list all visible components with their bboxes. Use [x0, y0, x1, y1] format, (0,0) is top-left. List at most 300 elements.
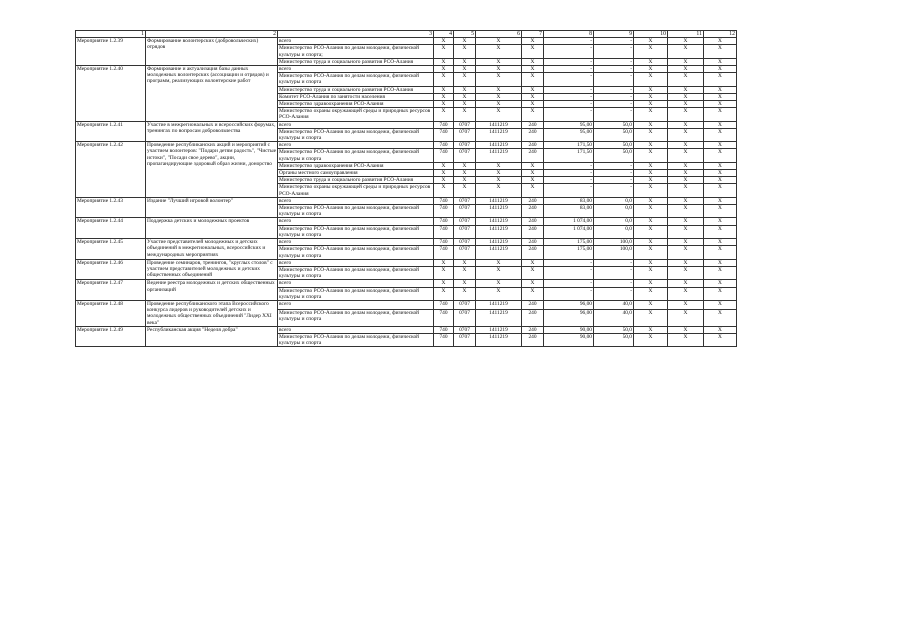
- code-cell: Х: [454, 73, 476, 86]
- code-cell: 1411219: [476, 197, 522, 204]
- code-cell: Х: [522, 66, 544, 73]
- amount-cell: -: [594, 45, 634, 58]
- executor-cell: Министерство РСО-Алания по делам молодежи, физической культуры и спорта;: [278, 45, 434, 58]
- measure-name: Поддержка детских и молодежных проектов: [146, 218, 278, 239]
- code-cell: Х: [704, 108, 737, 121]
- table-row: [76, 280, 737, 287]
- code-cell: Х: [668, 45, 704, 58]
- executor-cell: всего: [278, 259, 434, 266]
- code-cell: Х: [634, 121, 668, 128]
- code-cell: Х: [634, 197, 668, 204]
- code-cell: Х: [434, 184, 454, 197]
- code-cell: 1411219: [476, 142, 522, 149]
- table-row: [76, 218, 737, 225]
- code-cell: Х: [668, 121, 704, 128]
- amount-cell: 171,50: [544, 142, 594, 149]
- code-cell: Х: [634, 333, 668, 346]
- table-row: [76, 142, 737, 149]
- code-cell: Х: [668, 108, 704, 121]
- code-cell: 240: [522, 218, 544, 225]
- code-cell: Х: [522, 101, 544, 108]
- code-cell: Х: [476, 177, 522, 184]
- code-cell: Х: [704, 86, 737, 93]
- code-cell: Х: [634, 93, 668, 100]
- executor-cell: всего: [278, 239, 434, 246]
- code-cell: Х: [434, 287, 454, 300]
- amount-cell: -: [544, 108, 594, 121]
- measure-name: Издание "Лучший игровой волонтер": [146, 197, 278, 218]
- measure-id: Мероприятие 1.2.47: [76, 280, 146, 301]
- code-cell: Х: [704, 280, 737, 287]
- executor-cell: Министерство охраны окружающей среды и природных ресурсов РСО-Алания: [278, 108, 434, 121]
- executor-cell: Комитет РСО-Алания по занятости населения: [278, 93, 434, 100]
- code-cell: Х: [634, 108, 668, 121]
- amount-cell: -: [544, 58, 594, 65]
- code-cell: Х: [704, 333, 737, 346]
- executor-cell: Министерство труда и социального развития РСО-Алания: [278, 86, 434, 93]
- code-cell: 740: [434, 309, 454, 326]
- executor-cell: Министерство РСО-Алания по делам молодежи, физической культуры и спорта: [278, 205, 434, 218]
- code-cell: Х: [704, 309, 737, 326]
- amount-cell: -: [544, 66, 594, 73]
- code-cell: Х: [668, 197, 704, 204]
- amount-cell: 0,0: [594, 225, 634, 238]
- code-cell: Х: [522, 287, 544, 300]
- code-cell: Х: [704, 73, 737, 86]
- code-cell: Х: [634, 205, 668, 218]
- code-cell: Х: [454, 266, 476, 279]
- code-cell: Х: [522, 58, 544, 65]
- code-cell: Х: [634, 177, 668, 184]
- code-cell: 740: [434, 300, 454, 309]
- code-cell: Х: [476, 45, 522, 58]
- code-cell: Х: [434, 66, 454, 73]
- code-cell: Х: [704, 58, 737, 65]
- code-cell: Х: [668, 218, 704, 225]
- code-cell: 0707: [454, 149, 476, 162]
- code-cell: 740: [434, 128, 454, 141]
- executor-cell: Министерство здравоохранения РСО-Алания: [278, 162, 434, 169]
- executor-cell: всего: [278, 300, 434, 309]
- code-cell: Х: [476, 38, 522, 45]
- code-cell: Х: [434, 101, 454, 108]
- amount-cell: 95,00: [544, 128, 594, 141]
- amount-cell: 0,0: [594, 197, 634, 204]
- code-cell: 240: [522, 326, 544, 333]
- amount-cell: -: [544, 38, 594, 45]
- amount-cell: -: [594, 73, 634, 86]
- amount-cell: 0,0: [594, 218, 634, 225]
- measure-id: Мероприятие 1.2.49: [76, 326, 146, 347]
- column-number: 4: [434, 31, 454, 38]
- amount-cell: 96,00: [544, 300, 594, 309]
- code-cell: Х: [522, 108, 544, 121]
- code-cell: Х: [668, 177, 704, 184]
- column-number: 6: [476, 31, 522, 38]
- code-cell: Х: [522, 73, 544, 86]
- code-cell: Х: [454, 177, 476, 184]
- code-cell: Х: [634, 225, 668, 238]
- column-number: 9: [594, 31, 634, 38]
- measure-id: Мероприятие 1.2.42: [76, 142, 146, 198]
- code-cell: Х: [668, 66, 704, 73]
- code-cell: 240: [522, 121, 544, 128]
- code-cell: Х: [522, 170, 544, 177]
- code-cell: 240: [522, 246, 544, 259]
- measure-name: Проведение семинаров, тренингов, "круглых столов" с участием представителей молодежных и детских общественных объединений: [146, 259, 278, 280]
- code-cell: 0707: [454, 128, 476, 141]
- amount-cell: 0,0: [594, 205, 634, 218]
- code-cell: 1411219: [476, 225, 522, 238]
- table-row: [76, 121, 737, 128]
- amount-cell: -: [544, 184, 594, 197]
- code-cell: Х: [704, 225, 737, 238]
- code-cell: 0707: [454, 218, 476, 225]
- amount-cell: -: [544, 287, 594, 300]
- code-cell: 240: [522, 309, 544, 326]
- code-cell: Х: [454, 93, 476, 100]
- amount-cell: 90,00: [544, 326, 594, 333]
- code-cell: Х: [522, 266, 544, 279]
- code-cell: Х: [704, 142, 737, 149]
- code-cell: 0707: [454, 205, 476, 218]
- column-number: 12: [704, 31, 737, 38]
- amount-cell: 83,00: [544, 197, 594, 204]
- column-number: 2: [146, 31, 278, 38]
- code-cell: Х: [454, 58, 476, 65]
- amount-cell: -: [544, 86, 594, 93]
- code-cell: 0707: [454, 333, 476, 346]
- code-cell: Х: [476, 259, 522, 266]
- column-number: 11: [668, 31, 704, 38]
- executor-cell: всего: [278, 38, 434, 45]
- measure-id: Мероприятие 1.2.45: [76, 239, 146, 260]
- code-cell: Х: [434, 266, 454, 279]
- code-cell: Х: [668, 287, 704, 300]
- code-cell: Х: [476, 93, 522, 100]
- code-cell: Х: [668, 38, 704, 45]
- code-cell: Х: [634, 128, 668, 141]
- code-cell: Х: [668, 142, 704, 149]
- code-cell: Х: [634, 246, 668, 259]
- code-cell: 740: [434, 239, 454, 246]
- code-cell: Х: [476, 101, 522, 108]
- amount-cell: -: [544, 259, 594, 266]
- code-cell: Х: [634, 162, 668, 169]
- code-cell: Х: [634, 170, 668, 177]
- code-cell: Х: [668, 259, 704, 266]
- executor-cell: всего: [278, 121, 434, 128]
- measure-name: Ведение реестра молодежных и детских общественных организаций: [146, 280, 278, 301]
- code-cell: Х: [704, 177, 737, 184]
- amount-cell: -: [544, 266, 594, 279]
- code-cell: Х: [454, 108, 476, 121]
- executor-cell: Министерство труда и социального развития РСО-Алания: [278, 177, 434, 184]
- code-cell: Х: [454, 45, 476, 58]
- code-cell: Х: [634, 149, 668, 162]
- code-cell: Х: [668, 184, 704, 197]
- amount-cell: -: [594, 66, 634, 73]
- code-cell: Х: [434, 86, 454, 93]
- code-cell: Х: [522, 184, 544, 197]
- code-cell: Х: [434, 38, 454, 45]
- measure-id: Мероприятие 1.2.44: [76, 218, 146, 239]
- column-number: 8: [544, 31, 594, 38]
- code-cell: Х: [454, 259, 476, 266]
- code-cell: 240: [522, 128, 544, 141]
- code-cell: Х: [704, 184, 737, 197]
- code-cell: 740: [434, 333, 454, 346]
- amount-cell: -: [544, 73, 594, 86]
- code-cell: Х: [476, 184, 522, 197]
- measure-name: Республиканская акция "Неделя добра": [146, 326, 278, 347]
- code-cell: Х: [476, 108, 522, 121]
- amount-cell: -: [594, 162, 634, 169]
- measure-id: Мероприятие 1.2.43: [76, 197, 146, 218]
- executor-cell: Министерство РСО-Алания по делам молодежи, физической культуры и спорта: [278, 128, 434, 141]
- amount-cell: 50,0: [594, 121, 634, 128]
- column-number: 1: [76, 31, 146, 38]
- amount-cell: -: [594, 280, 634, 287]
- code-cell: 240: [522, 239, 544, 246]
- code-cell: 1411219: [476, 218, 522, 225]
- code-cell: Х: [668, 58, 704, 65]
- code-cell: Х: [522, 93, 544, 100]
- amount-cell: 50,0: [594, 128, 634, 141]
- code-cell: Х: [634, 38, 668, 45]
- measure-name: Формирование волонтерских (добровольческих) отрядов: [146, 38, 278, 66]
- code-cell: 0707: [454, 197, 476, 204]
- code-cell: Х: [434, 93, 454, 100]
- code-cell: Х: [704, 170, 737, 177]
- code-cell: Х: [634, 287, 668, 300]
- table-row: [76, 38, 737, 45]
- code-cell: Х: [634, 73, 668, 86]
- column-number: 3: [278, 31, 434, 38]
- amount-cell: -: [594, 259, 634, 266]
- code-cell: Х: [704, 287, 737, 300]
- code-cell: 240: [522, 333, 544, 346]
- budget-table-sheet: [75, 30, 737, 347]
- amount-cell: 1 074,00: [544, 225, 594, 238]
- code-cell: Х: [704, 218, 737, 225]
- code-cell: Х: [522, 86, 544, 93]
- code-cell: 0707: [454, 246, 476, 259]
- code-cell: Х: [454, 280, 476, 287]
- code-cell: Х: [668, 162, 704, 169]
- code-cell: Х: [668, 86, 704, 93]
- code-cell: Х: [668, 225, 704, 238]
- code-cell: Х: [634, 259, 668, 266]
- executor-cell: всего: [278, 66, 434, 73]
- code-cell: Х: [634, 280, 668, 287]
- code-cell: 740: [434, 149, 454, 162]
- code-cell: Х: [668, 280, 704, 287]
- code-cell: 0707: [454, 300, 476, 309]
- executor-cell: Министерство здравоохранения РСО-Алания: [278, 101, 434, 108]
- amount-cell: -: [544, 170, 594, 177]
- amount-cell: -: [594, 108, 634, 121]
- amount-cell: 83,00: [544, 205, 594, 218]
- amount-cell: 40,0: [594, 300, 634, 309]
- code-cell: Х: [704, 101, 737, 108]
- code-cell: Х: [668, 170, 704, 177]
- code-cell: Х: [476, 86, 522, 93]
- code-cell: Х: [704, 205, 737, 218]
- column-number: 7: [522, 31, 544, 38]
- code-cell: Х: [668, 326, 704, 333]
- budget-table: [75, 30, 737, 347]
- column-number: 10: [634, 31, 668, 38]
- code-cell: 1411219: [476, 246, 522, 259]
- code-cell: Х: [476, 66, 522, 73]
- code-cell: Х: [434, 73, 454, 86]
- code-cell: 1411219: [476, 149, 522, 162]
- code-cell: Х: [522, 162, 544, 169]
- code-cell: Х: [522, 280, 544, 287]
- executor-cell: Министерство РСО-Алания по делам молодежи, физической культуры и спорта: [278, 309, 434, 326]
- code-cell: Х: [454, 162, 476, 169]
- code-cell: Х: [434, 259, 454, 266]
- code-cell: 1411219: [476, 121, 522, 128]
- executor-cell: Министерство охраны окружающей среды и природных ресурсов РСО-Алания: [278, 184, 434, 197]
- amount-cell: -: [544, 162, 594, 169]
- code-cell: Х: [668, 266, 704, 279]
- table-row: [76, 66, 737, 73]
- executor-cell: Министерство РСО-Алания по делам молодежи, физической культуры и спорта: [278, 266, 434, 279]
- code-cell: Х: [668, 300, 704, 309]
- amount-cell: -: [544, 101, 594, 108]
- amount-cell: 95,00: [544, 121, 594, 128]
- code-cell: Х: [454, 170, 476, 177]
- code-cell: 240: [522, 197, 544, 204]
- code-cell: Х: [704, 259, 737, 266]
- code-cell: 740: [434, 218, 454, 225]
- code-cell: Х: [476, 287, 522, 300]
- code-cell: Х: [454, 66, 476, 73]
- code-cell: 1411219: [476, 128, 522, 141]
- measure-id: Мероприятие 1.2.40: [76, 66, 146, 122]
- amount-cell: -: [594, 184, 634, 197]
- amount-cell: 50,0: [594, 333, 634, 346]
- code-cell: Х: [668, 246, 704, 259]
- measure-id: Мероприятие 1.2.41: [76, 121, 146, 142]
- code-cell: Х: [704, 93, 737, 100]
- amount-cell: -: [544, 93, 594, 100]
- column-number: 5: [454, 31, 476, 38]
- code-cell: Х: [704, 197, 737, 204]
- executor-cell: Органы местного самоуправления: [278, 170, 434, 177]
- code-cell: Х: [704, 128, 737, 141]
- code-cell: Х: [634, 86, 668, 93]
- code-cell: Х: [668, 205, 704, 218]
- amount-cell: 171,50: [544, 149, 594, 162]
- code-cell: 240: [522, 225, 544, 238]
- code-cell: 740: [434, 225, 454, 238]
- code-cell: Х: [634, 184, 668, 197]
- code-cell: 740: [434, 121, 454, 128]
- code-cell: 740: [434, 197, 454, 204]
- amount-cell: 50,0: [594, 326, 634, 333]
- code-cell: Х: [454, 184, 476, 197]
- code-cell: 740: [434, 326, 454, 333]
- code-cell: 1411219: [476, 326, 522, 333]
- code-cell: Х: [522, 259, 544, 266]
- code-cell: Х: [634, 326, 668, 333]
- code-cell: Х: [668, 73, 704, 86]
- code-cell: Х: [668, 239, 704, 246]
- code-cell: 1411219: [476, 333, 522, 346]
- amount-cell: 175,00: [544, 246, 594, 259]
- measure-name: Проведение республиканского этапа Всероссийского конкурса лидеров и руководителей детских и молодежных общественных объединений "Лидер XXI века": [146, 300, 278, 326]
- code-cell: 240: [522, 300, 544, 309]
- amount-cell: 50,0: [594, 149, 634, 162]
- code-cell: Х: [476, 266, 522, 279]
- code-cell: Х: [434, 177, 454, 184]
- code-cell: Х: [454, 101, 476, 108]
- code-cell: Х: [476, 280, 522, 287]
- code-cell: Х: [668, 101, 704, 108]
- code-cell: Х: [434, 108, 454, 121]
- measure-name: Участие в межрегиональных и всероссийских форумах, тренингах по вопросам добровольчества: [146, 121, 278, 142]
- code-cell: Х: [704, 326, 737, 333]
- executor-cell: Министерство РСО-Алания по делам молодежи, физической культуры и спорта: [278, 287, 434, 300]
- measure-name: Участие представителей молодежных и детских объединений в межрегиональных, всероссийских и международных мероприятиях: [146, 239, 278, 260]
- table-row: [76, 259, 737, 266]
- executor-cell: Министерство РСО-Алания по делам молодежи, физической культуры и спорта: [278, 225, 434, 238]
- code-cell: Х: [476, 58, 522, 65]
- code-cell: Х: [454, 38, 476, 45]
- table-row: [76, 326, 737, 333]
- code-cell: Х: [454, 287, 476, 300]
- code-cell: Х: [434, 280, 454, 287]
- code-cell: 1411219: [476, 309, 522, 326]
- code-cell: 740: [434, 246, 454, 259]
- amount-cell: -: [544, 280, 594, 287]
- code-cell: Х: [704, 300, 737, 309]
- code-cell: Х: [634, 218, 668, 225]
- code-cell: Х: [634, 300, 668, 309]
- amount-cell: -: [594, 58, 634, 65]
- code-cell: Х: [434, 170, 454, 177]
- code-cell: Х: [634, 45, 668, 58]
- code-cell: Х: [634, 266, 668, 279]
- executor-cell: Министерство РСО-Алания по делам молодежи, физической культуры и спорта: [278, 333, 434, 346]
- code-cell: Х: [634, 239, 668, 246]
- code-cell: Х: [634, 66, 668, 73]
- code-cell: Х: [522, 38, 544, 45]
- code-cell: Х: [704, 45, 737, 58]
- code-cell: Х: [704, 162, 737, 169]
- code-cell: 0707: [454, 326, 476, 333]
- amount-cell: 50,0: [594, 142, 634, 149]
- amount-cell: -: [594, 38, 634, 45]
- code-cell: Х: [668, 93, 704, 100]
- measure-name: Формирование и актуализация базы данных молодежных волонтерских (ассоциации и отрядов) и программ, реализующих волонтерские работ: [146, 66, 278, 122]
- code-cell: Х: [476, 162, 522, 169]
- code-cell: 1411219: [476, 300, 522, 309]
- executor-cell: Министерство РСО-Алания по делам молодежи, физической культуры и спорта: [278, 246, 434, 259]
- code-cell: 1411219: [476, 239, 522, 246]
- code-cell: Х: [668, 309, 704, 326]
- executor-cell: всего: [278, 142, 434, 149]
- code-cell: Х: [634, 101, 668, 108]
- code-cell: Х: [434, 58, 454, 65]
- measure-id: Мероприятие 1.2.46: [76, 259, 146, 280]
- table-row: [76, 197, 737, 204]
- code-cell: Х: [704, 38, 737, 45]
- column-number-row: [76, 31, 737, 38]
